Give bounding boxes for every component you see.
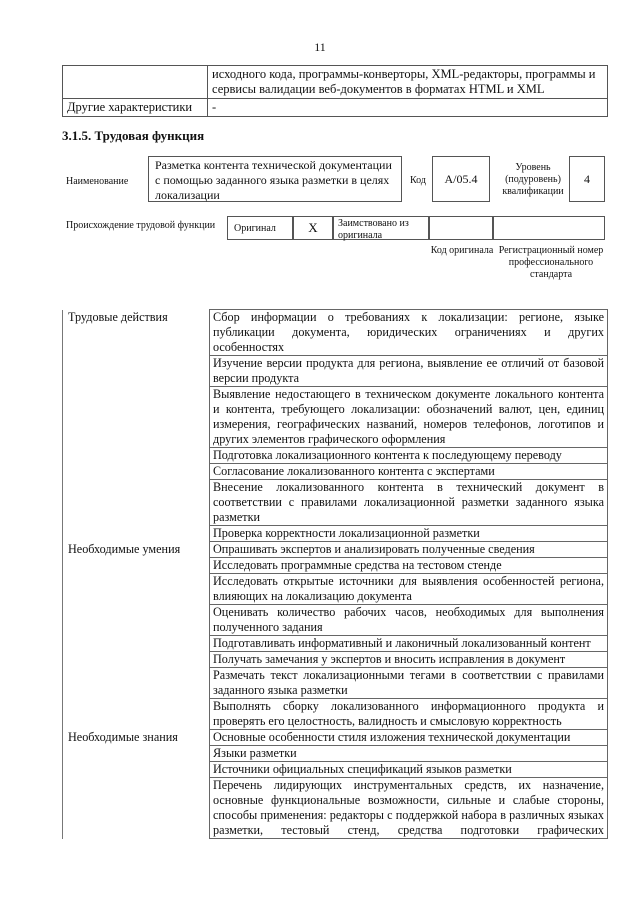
group-label: Необходимые умения xyxy=(63,542,210,730)
level-value: 4 xyxy=(569,156,605,202)
row-text: - xyxy=(208,99,608,117)
table-row xyxy=(63,99,608,117)
list-item: Подготовка локализационного контента к последующему переводу xyxy=(210,448,608,464)
code-label: Код xyxy=(410,175,426,186)
list-item: Исследовать открытые источники для выявления особенностей региона, влияющих на локализацию документа xyxy=(210,574,608,605)
list-item: Оценивать количество рабочих часов, необходимых для выполнения полученного задания xyxy=(210,605,608,636)
list-item: Источники официальных спецификаций языков разметки xyxy=(210,762,608,778)
table-row xyxy=(63,66,608,99)
list-item: Опрашивать экспертов и анализировать полученные сведения xyxy=(210,542,608,558)
list-item: Основные особенности стиля изложения технической документации xyxy=(210,730,608,746)
function-name: Разметка контента технической документации с помощью заданного языка разметки в целях локализации xyxy=(148,156,402,202)
list-item: Языки разметки xyxy=(210,746,608,762)
list-item: Подготавливать информативный и лаконичный локализованный контент xyxy=(210,636,608,652)
list-item: Перечень лидирующих инструментальных средств, их назначение, основные функциональные возможности, сильные и слабые стороны, способы применения: редакторы с поддержкой набора в различных языках разметки, тестовый стенд, средства подготовки графических xyxy=(210,778,608,839)
group-label: Трудовые действия xyxy=(63,310,210,542)
continued-table xyxy=(62,65,608,117)
code-original-label: Код оригинала xyxy=(430,245,494,256)
list-item: Согласование локализованного контента с экспертами xyxy=(210,464,608,480)
section-title: 3.1.5. Трудовая функция xyxy=(62,128,205,143)
code-value: A/05.4 xyxy=(432,156,490,202)
group-label: Необходимые знания xyxy=(63,730,210,839)
list-item: Получать замечания у экспертов и вносить исправления в документ xyxy=(210,652,608,668)
list-item: Проверка корректности локализационной разметки xyxy=(210,526,608,542)
borrowed-label: Заимствовано из оригинала xyxy=(333,216,429,240)
row-label: Другие характеристики xyxy=(63,99,208,117)
page-number: 11 xyxy=(314,40,326,54)
original-label: Оригинал xyxy=(227,216,293,240)
name-label: Наименование xyxy=(66,176,129,187)
list-item: Выполнять сборку локализованного информационного продукта и проверять его целостность, валидность и смысловую корректность xyxy=(210,699,608,730)
reg-number-cell xyxy=(493,216,605,240)
code-original-cell xyxy=(429,216,493,240)
table-row xyxy=(63,542,608,558)
level-label: Уровень (подуровень) квалификации xyxy=(502,162,564,197)
list-item: Изучение версии продукта для региона, выявление ее отличий от базовой версии продукта xyxy=(210,356,608,387)
row-label xyxy=(63,66,208,99)
table-row xyxy=(63,730,608,746)
list-item: Исследовать программные средства на тестовом стенде xyxy=(210,558,608,574)
list-item: Сбор информации о требованиях к локализации: регионе, языке публикации документа, юридических ограничениях и других особенностях xyxy=(210,310,608,356)
original-mark: X xyxy=(293,216,333,240)
row-text: исходного кода, программы-конверторы, XML-редакторы, программы и сервисы валидации веб-документов в форматах HTML и XML xyxy=(208,66,608,99)
reg-number-label: Регистрационный номер профессионального стандарта xyxy=(498,245,604,280)
function-table xyxy=(62,309,608,839)
table-row xyxy=(63,310,608,356)
list-item: Внесение локализованного контента в технический документ в соответствии с правилами локализационной разметки заданного языка разметки xyxy=(210,480,608,526)
origin-label: Происхождение трудовой функции xyxy=(66,220,216,231)
list-item: Размечать текст локализационными тегами в соответствии с правилами заданного языка разметки xyxy=(210,668,608,699)
list-item: Выявление недостающего в техническом документе локального контента и контента, требующего локализации: обозначений валют, цен, единиц измерения, географических названий, номеров телефонов, логотипов и других элементов графического оформления xyxy=(210,387,608,448)
